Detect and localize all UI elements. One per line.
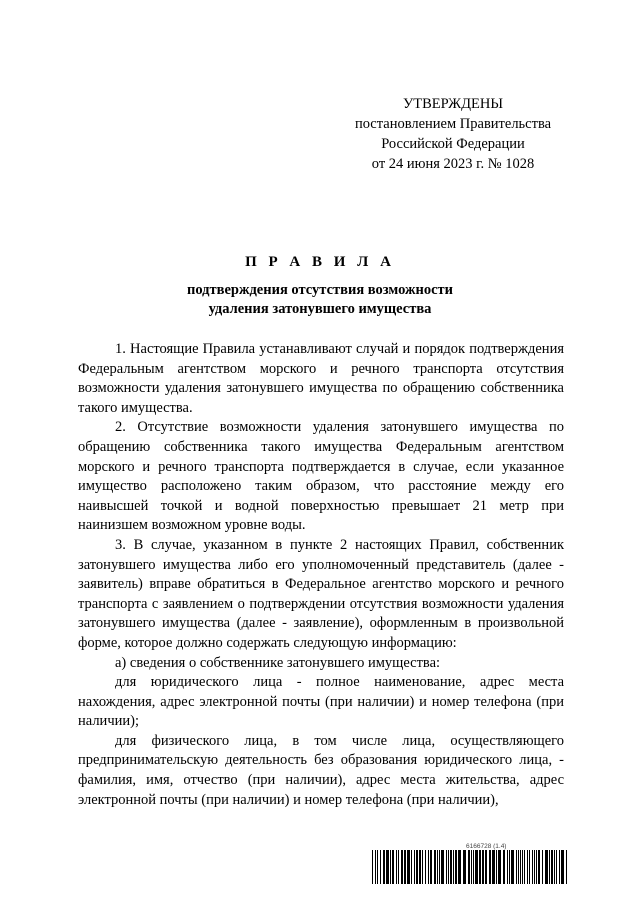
paragraph-legal-entity: для юридического лица - полное наименование, адрес места нахождения, адрес электронной почты (при наличии) и номер телефона (при наличии); [78,674,564,730]
paragraph-3: 3. В случае, указанном в пункте 2 настоящих Правил, собственник затонувшего имущества либо его уполномоченный представитель (далее - заявитель) вправе обратиться в Федеральное агентство морского и речного транспорта с заявлением о подтверждении отсутствия возможности удаления затонувшего имущества (далее - заявление), оформленным в произвольной форме, которое должно содержать следующую информацию: [78,536,564,651]
approval-government-line: Российской Федерации [381,136,525,152]
approval-heading: УТВЕРЖДЕНЫ [402,96,504,112]
document-title: П Р А В И Л А [245,254,395,270]
approval-block [318,94,588,174]
paragraph-2: 2. Отсутствие возможности удаления затонувшего имущества по обращению собственника такого имущества Федеральным агентством морского и речного транспорта подтверждается в случае, если указанное имущество расположено таким образом, что расстояние между его наивысшей точкой и водной поверхностью превышает 21 метр при наинизшем возможном уровне воды. [78,419,564,534]
subtitle-line-2: удаления затонувшего имущества [208,301,432,317]
subtitle-line-1: подтверждения отсутствия возможности [186,282,453,298]
document-id: 6166728 (1.4) [466,843,507,850]
document-subtitle [0,281,640,319]
approval-decree-line: постановлением Правительства [354,116,552,132]
barcode-icon [372,850,568,884]
approval-date-number: от 24 июня 2023 г. № 1028 [371,156,535,172]
document-body [78,340,564,810]
paragraph-individual: для физического лица, в том числе лица, осуществляющего предпринимательскую деятельность без образования юридического лица, - фамилия, имя, отчество (при наличии), адрес места жительства, адрес электронной почты (при наличии) и номер телефона (при наличии), [78,732,564,808]
paragraph-1: 1. Настоящие Правила устанавливают случай и порядок подтверждения Федеральным агентством морского и речного транспорта отсутствия возможности удаления затонувшего имущества по обращению собственника такого имущества. [78,341,564,416]
paragraph-3a: а) сведения о собственнике затонувшего имущества: [115,654,441,671]
